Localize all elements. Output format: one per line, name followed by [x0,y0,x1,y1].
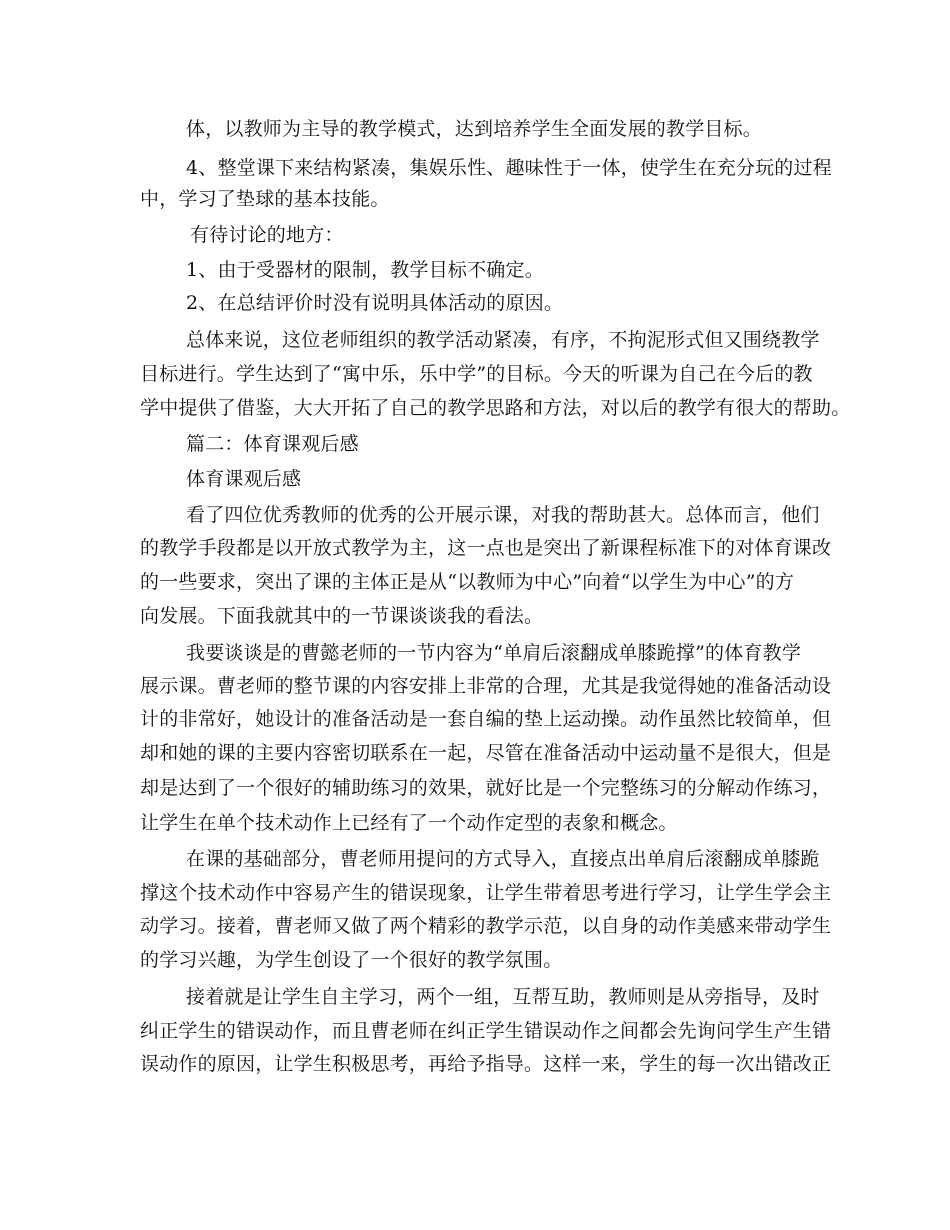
text-line: 在课的基础部分，曹老师用提问的方式导入，直接点出单肩后滚翻成单膝跪 [186,848,820,870]
text-line: 体，以教师为主导的教学模式，达到培养学生全面发展的教学目标。 [186,118,763,140]
text-line: 却和她的课的主要内容密切联系在一起，尽管在准备活动中运动量不是很大，但是 [140,742,832,764]
text-line: 4、整堂课下来结构紧凑，集娱乐性、趣味性于一体，使学生在充分玩的过程 [186,157,832,179]
section-heading: 篇二：体育课观后感 [186,433,359,455]
text-line: 目标进行。学生达到了“寓中乐，乐中学”的目标。今天的听课为自己在今后的教 [140,363,813,385]
text-line: 让学生在单个技术动作上已经有了一个动作定型的表象和概念。 [140,812,678,834]
text-line: 的教学手段都是以开放式教学为主，这一点也是突出了新课程标准下的对体育课改 [140,537,832,559]
text-line: 纠正学生的错误动作，而且曹老师在纠正学生错误动作之间都会先询问学生产生错 [140,1020,832,1042]
text-line: 展示课。曹老师的整节课的内容安排上非常的合理，尤其是我觉得她的准备活动设 [140,675,832,697]
text-line: 撑这个技术动作中容易产生的错误现象，让学生带着思考进行学习，让学生学会主 [140,882,832,904]
text-line: 1、由于受器材的限制，教学目标不确定。 [186,259,544,281]
text-line: 我要谈谈是的曹懿老师的一节内容为“单肩后滚翻成单膝跪撑”的体育教学 [186,642,802,664]
text-line: 误动作的原因，让学生积极思考，再给予指导。这样一来，学生的每一次出错改正 [140,1053,832,1075]
text-line: 总体来说，这位老师组织的教学活动紧凑，有序，不拘泥形式但又围绕教学 [186,329,820,351]
text-line: 看了四位优秀教师的优秀的公开展示课，对我的帮助甚大。总体而言，他们 [186,504,820,526]
text-line: 却是达到了一个很好的辅助练习的效果，就好比是一个完整练习的分解动作练习， [140,777,832,799]
text-line: 的学习兴趣，为学生创设了一个很好的教学氛围。 [140,949,563,971]
text-line: 学中提供了借鉴，大大开拓了自己的教学思路和方法，对以后的教学有很大的帮助。 [140,397,851,419]
text-line: 接着就是让学生自主学习，两个一组，互帮互助，教师则是从旁指导，及时 [186,986,820,1008]
text-line: 向发展。下面我就其中的一节课谈谈我的看法。 [140,605,544,627]
text-line: 有待讨论的地方： [190,224,344,246]
text-line: 动学习。接着，曹老师又做了两个精彩的教学示范，以自身的动作美感来带动学生 [140,915,832,937]
text-line: 计的非常好，她设计的准备活动是一套自编的垫上运动操。动作虽然比较简单，但 [140,708,832,730]
text-line: 2、在总结评价时没有说明具体活动的原因。 [186,292,564,314]
text-line: 的一些要求，突出了课的主体正是从“以教师为中心”向着“以学生为中心”的方 [140,571,795,593]
section-title: 体育课观后感 [186,468,302,490]
text-line: 中，学习了垫球的基本技能。 [140,188,390,210]
